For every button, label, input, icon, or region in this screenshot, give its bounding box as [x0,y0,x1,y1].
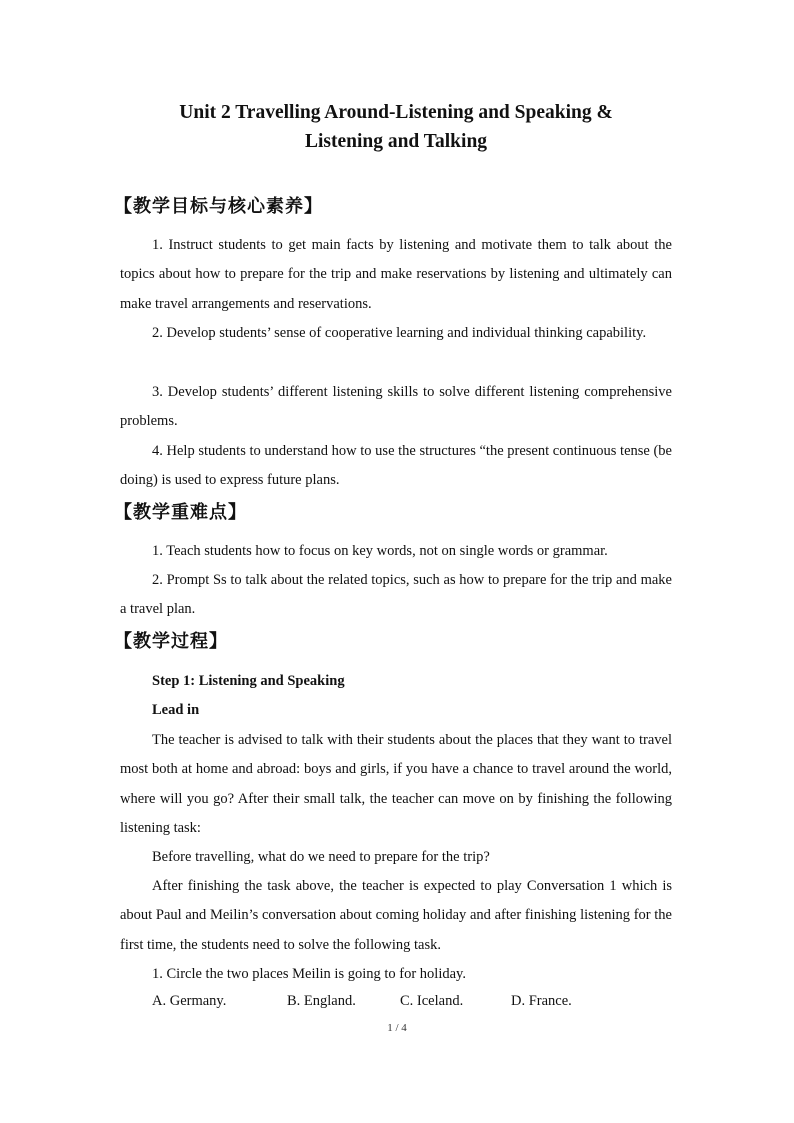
step-1-heading: Step 1: Listening and Speaking [152,673,345,689]
lead-in-paragraph: The teacher is advised to talk with their students about the places that they want to travel most both at home and abroad: boys and girls, if you have a chance to travel around the world, where will you go? After their small talk, the teacher can move on by finishing the following listening task: [120,732,672,837]
conversation-paragraph: After finishing the task above, the teacher is expected to play Conversation 1 which is about Paul and Meilin’s conversation about coming holiday and after finishing listening for the first time, the students need to solve the following task. [120,878,672,953]
title-line-2: Listening and Talking [304,131,488,152]
heading-key-points: 【教学重难点】 [114,502,247,523]
heading-process: 【教学过程】 [114,631,228,652]
heading-objectives: 【教学目标与核心素养】 [114,196,323,217]
objective-1: 1. Instruct students to get main facts by listening and motivate them to talk about the topics about how to prepare for the trip and make reservations by listening and ultimately can make travel arrangements and reservations. [120,237,672,312]
option-a: A. Germany. [152,993,227,1009]
objective-2: 2. Develop students’ sense of cooperative learning and individual thinking capability. [152,325,647,341]
question-1: 1. Circle the two places Meilin is going to for holiday. [152,966,466,982]
prepare-question: Before travelling, what do we need to prepare for the trip? [152,849,490,865]
key-point-2: 2. Prompt Ss to talk about the related topics, such as how to prepare for the trip and make a travel plan. [120,572,672,618]
option-b: B. England. [287,993,356,1009]
title-line-1: Unit 2 Travelling Around-Listening and Speaking & [179,102,613,123]
objective-3: 3. Develop students’ different listening skills to solve different listening comprehensive problems. [120,384,672,430]
key-point-1: 1. Teach students how to focus on key words, not on single words or grammar. [152,543,608,559]
lead-in-heading: Lead in [152,702,200,718]
option-d: D. France. [511,993,572,1009]
page-number: 1 / 4 [387,1022,407,1034]
document-title [120,98,672,156]
objective-4: 4. Help students to understand how to use the structures “the present continuous tense (be doing) is used to express future plans. [120,443,672,489]
option-c: C. Iceland. [400,993,464,1009]
